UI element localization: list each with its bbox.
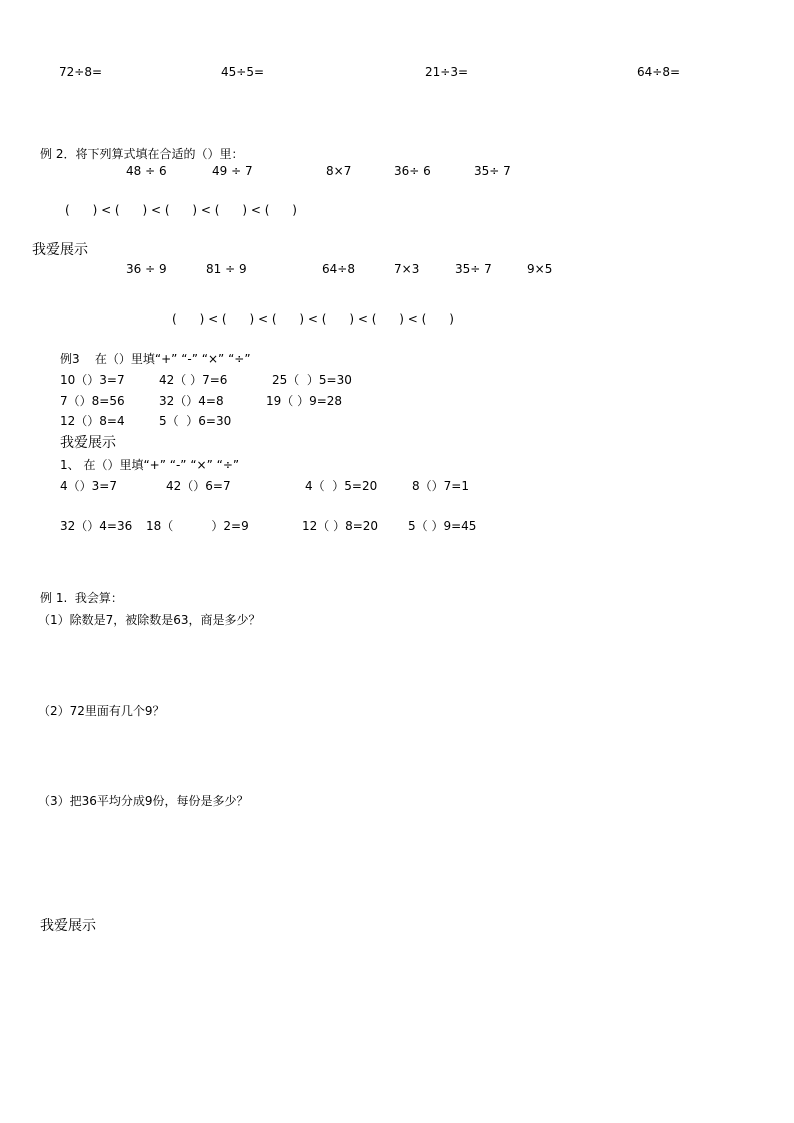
- question-2: （2）72里面有几个9？: [38, 704, 165, 718]
- show-2-item: 12（ ）8=20: [302, 519, 379, 533]
- example-2-blanks: ( ) < ( ) < ( ) < ( ) < ( ): [65, 203, 297, 217]
- show-section-title: 我爱展示: [32, 242, 88, 258]
- show-2-item: 8（）7=1: [412, 479, 469, 493]
- show-1-expr: 35÷ 7: [455, 262, 492, 276]
- example-3-item: 7（）8=56: [60, 394, 125, 408]
- show-1-expr: 64÷8: [322, 262, 355, 276]
- example-3-item: 25（ ）5=30: [272, 373, 352, 387]
- show-1-blanks: ( ) < ( ) < ( ) < ( ) < ( ) < ( ): [172, 312, 454, 326]
- problem-72-div-8: 72÷8=: [59, 65, 103, 79]
- example-3-item: 5（ ）6=30: [159, 414, 232, 428]
- question-3: （3）把36平均分成9份，每份是多少？: [38, 794, 249, 808]
- show-1-expr: 81 ÷ 9: [206, 262, 247, 276]
- show-2-item: 32（）4=36: [60, 519, 133, 533]
- problem-21-div-3: 21÷3=: [425, 65, 469, 79]
- show-2-item: 42（）6=7: [166, 479, 231, 493]
- example-3-title: 例3 在（）里填“+” “-” “×” “÷”: [60, 352, 251, 366]
- example-2-expr: 8×7: [326, 164, 352, 178]
- show-2-item: 18（ ）2=9: [146, 519, 249, 533]
- example-3-item: 10（）3=7: [60, 373, 125, 387]
- example-3-item: 32（）4=8: [159, 394, 224, 408]
- example-3-item: 19（ ）9=28: [266, 394, 343, 408]
- question-1: （1）除数是7，被除数是63，商是多少？: [38, 613, 261, 627]
- show-section-title: 我爱展示: [60, 435, 116, 451]
- example-2-expr: 36÷ 6: [394, 164, 431, 178]
- problem-64-div-8: 64÷8=: [637, 65, 681, 79]
- show-2-item: 4（ ）5=20: [305, 479, 378, 493]
- show-1-expr: 7×3: [394, 262, 420, 276]
- show-2-subtitle: 1、 在（）里填“+” “-” “×” “÷”: [60, 458, 240, 472]
- example-2-expr: 49 ÷ 7: [212, 164, 253, 178]
- example-1-title: 例 1. 我会算：: [40, 591, 123, 605]
- show-2-item: 5（ ）9=45: [408, 519, 477, 533]
- example-3-item: 42（ ）7=6: [159, 373, 228, 387]
- show-1-expr: 36 ÷ 9: [126, 262, 167, 276]
- example-2-expr: 48 ÷ 6: [126, 164, 167, 178]
- show-2-item: 4（）3=7: [60, 479, 117, 493]
- example-3-item: 12（）8=4: [60, 414, 125, 428]
- problem-45-div-5: 45÷5=: [221, 65, 265, 79]
- show-section-title: 我爱展示: [40, 918, 96, 934]
- show-1-expr: 9×5: [527, 262, 553, 276]
- example-2-expr: 35÷ 7: [474, 164, 511, 178]
- example-2-title: 例 2．将下列算式填在合适的（）里：: [40, 147, 244, 161]
